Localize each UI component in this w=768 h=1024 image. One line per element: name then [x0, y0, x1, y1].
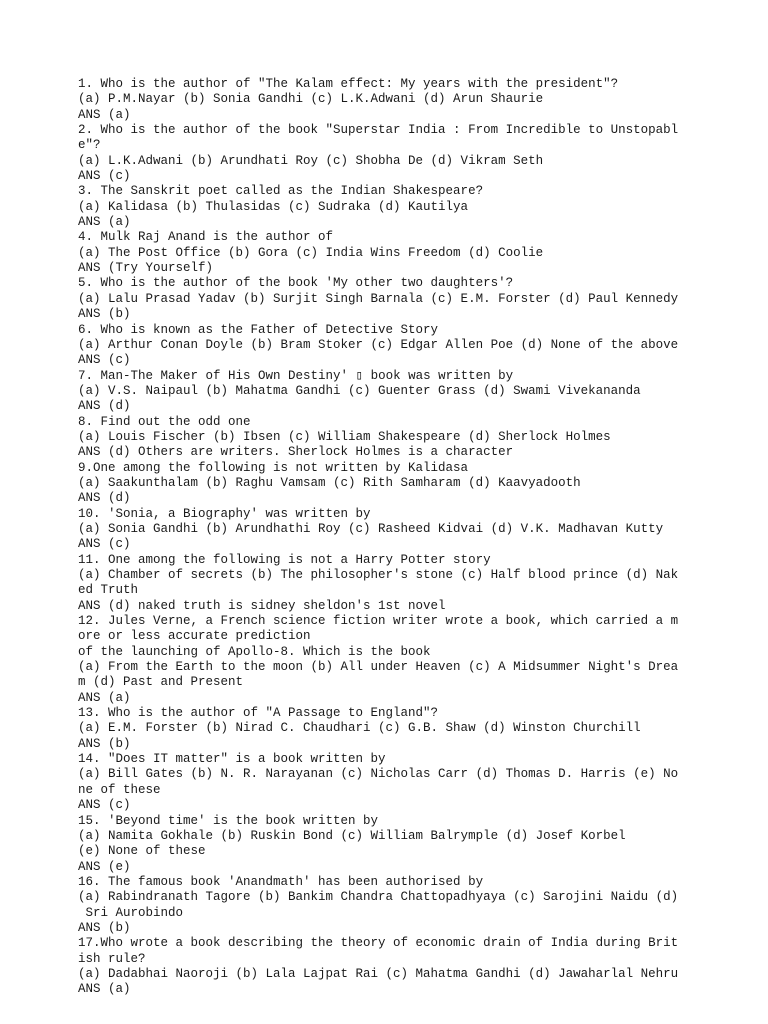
- text-line: ANS (a): [78, 690, 131, 705]
- text-line: 17.Who wrote a book describing the theory of economic drain of India during Brit: [78, 936, 679, 951]
- text-line: m (d) Past and Present: [78, 675, 244, 690]
- text-line: 10. 'Sonia, a Biography' was written by: [78, 506, 371, 521]
- text-line: 7. Man-The Maker of His Own Destiny' ▯ book was written by: [78, 368, 514, 383]
- text-line: of the launching of Apollo-8. Which is the book: [78, 644, 431, 659]
- text-line: (a) Saakunthalam (b) Raghu Vamsam (c) Rith Samharam (d) Kaavyadooth: [78, 475, 581, 490]
- text-line: ANS (Try Yourself): [78, 261, 214, 276]
- text-line: ore or less accurate prediction: [78, 629, 311, 644]
- text-line: (a) Bill Gates (b) N. R. Narayanan (c) Nicholas Carr (d) Thomas D. Harris (e) No: [78, 767, 679, 782]
- text-line: (a) L.K.Adwani (b) Arundhati Roy (c) Shobha De (d) Vikram Seth: [78, 153, 544, 168]
- text-line: ANS (b): [78, 736, 131, 751]
- text-line: 11. One among the following is not a Harry Potter story: [78, 552, 491, 567]
- text-line: (a) V.S. Naipaul (b) Mahatma Gandhi (c) Guenter Grass (d) Swami Vivekananda: [78, 383, 641, 398]
- text-line: ANS (d): [78, 491, 131, 506]
- text-line: 4. Mulk Raj Anand is the author of: [78, 230, 334, 245]
- text-line: ANS (e): [78, 859, 131, 874]
- text-line: ANS (a): [78, 982, 131, 997]
- text-line: ne of these: [78, 782, 161, 797]
- text-line: ANS (c): [78, 798, 131, 813]
- text-line: ANS (c): [78, 169, 131, 184]
- text-line: 1. Who is the author of "The Kalam effect: My years with the president"?: [78, 77, 619, 91]
- text-line: 8. Find out the odd one: [78, 414, 251, 429]
- text-line: (a) P.M.Nayar (b) Sonia Gandhi (c) L.K.Adwani (d) Arun Shaurie: [78, 92, 544, 107]
- text-line: (a) Namita Gokhale (b) Ruskin Bond (c) William Balrymple (d) Josef Korbel: [78, 828, 626, 843]
- text-line: (a) E.M. Forster (b) Nirad C. Chaudhari (c) G.B. Shaw (d) Winston Churchill: [78, 721, 641, 736]
- text-line: ANS (a): [78, 107, 131, 122]
- text-line: 13. Who is the author of "A Passage to England"?: [78, 706, 439, 721]
- text-line: 2. Who is the author of the book "Superstar India : From Incredible to Unstopabl: [78, 123, 679, 138]
- text-line: (a) Chamber of secrets (b) The philosopher's stone (c) Half blood prince (d) Nak: [78, 568, 679, 582]
- text-line: (a) Dadabhai Naoroji (b) Lala Lajpat Rai (c) Mahatma Gandhi (d) Jawaharlal Nehru: [78, 966, 679, 981]
- text-line: 16. The famous book 'Anandmath' has been authorised by: [78, 874, 484, 889]
- text-line: ANS (c): [78, 537, 131, 552]
- text-line: (a) The Post Office (b) Gora (c) India Wins Freedom (d) Coolie: [78, 245, 544, 260]
- text-line: (a) Rabindranath Tagore (b) Bankim Chandra Chattopadhyaya (c) Sarojini Naidu (d): [78, 890, 679, 905]
- text-line: ANS (d): [78, 399, 131, 414]
- text-line: 3. The Sanskrit poet called as the Indian Shakespeare?: [78, 184, 484, 199]
- text-line: ANS (d) Others are writers. Sherlock Holmes is a character: [78, 445, 514, 460]
- text-line: (a) Louis Fischer (b) Ibsen (c) William Shakespeare (d) Sherlock Holmes: [78, 429, 611, 444]
- text-line: Sri Aurobindo: [78, 905, 184, 920]
- text-line: 14. "Does IT matter" is a book written by: [78, 752, 386, 767]
- text-line: ANS (b): [78, 920, 131, 935]
- text-line: 9.One among the following is not written by Kalidasa: [78, 460, 469, 475]
- text-line: 15. 'Beyond time' is the book written by: [78, 813, 379, 828]
- text-line: 12. Jules Verne, a French science fiction writer wrote a book, which carried a m: [78, 614, 679, 629]
- text-line: (a) Arthur Conan Doyle (b) Bram Stoker (c) Edgar Allen Poe (d) None of the above: [78, 337, 679, 352]
- text-line: ANS (b): [78, 307, 131, 322]
- text-line: ANS (c): [78, 353, 131, 368]
- text-line: (a) Sonia Gandhi (b) Arundhathi Roy (c) Rasheed Kidvai (d) V.K. Madhavan Kutty: [78, 521, 664, 536]
- text-line: e"?: [78, 138, 101, 153]
- text-line: (a) From the Earth to the moon (b) All under Heaven (c) A Midsummer Night's Drea: [78, 660, 679, 675]
- text-line: ed Truth: [78, 583, 139, 598]
- text-line: ANS (d) naked truth is sidney sheldon's 1st novel: [78, 598, 446, 613]
- text-line: (a) Lalu Prasad Yadav (b) Surjit Singh Barnala (c) E.M. Forster (d) Paul Kennedy: [78, 291, 679, 306]
- text-line: (e) None of these: [78, 844, 206, 859]
- text-line: 6. Who is known as the Father of Detective Story: [78, 322, 439, 337]
- text-line: ish rule?: [78, 951, 146, 966]
- text-line: 5. Who is the author of the book 'My other two daughters'?: [78, 276, 514, 291]
- document-text-body: [78, 77, 718, 998]
- text-line: (a) Kalidasa (b) Thulasidas (c) Sudraka (d) Kautilya: [78, 199, 469, 214]
- text-line: ANS (a): [78, 215, 131, 230]
